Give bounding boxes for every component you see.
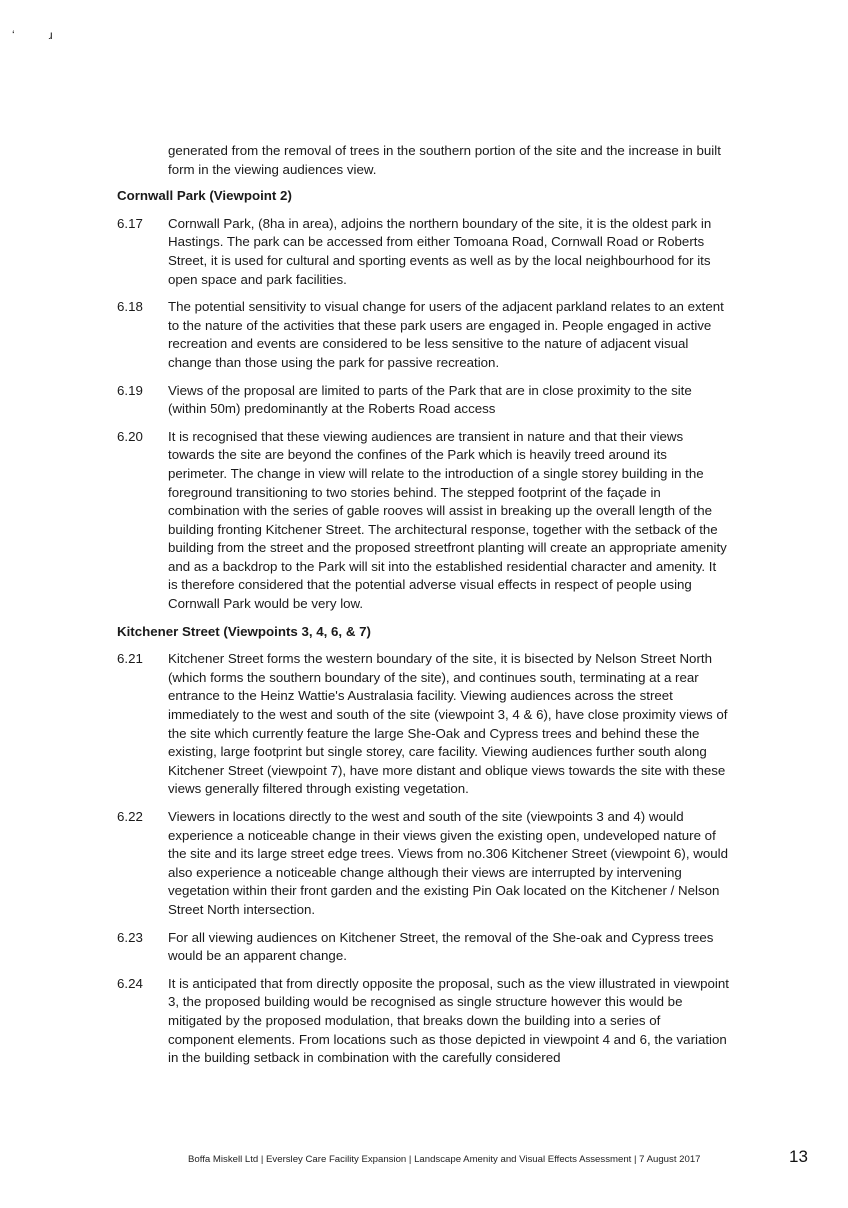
- paragraph-text: Views of the proposal are limited to parts of the Park that are in close proximity to the site (within 50m) predominantly at the Roberts Road access: [168, 382, 692, 417]
- paragraph-6-19: [117, 382, 729, 419]
- scan-mark-left: ‘: [12, 28, 15, 42]
- paragraph-text: The potential sensitivity to visual change for users of the adjacent parkland relates to an extent to the nature of the activities that these park users are engaged in. People engaged in active recreation and events are considered to be less sensitive to the nature of adjacent visual change than those using the park for passive recreation.: [168, 299, 724, 370]
- paragraph-number: 6.17: [117, 215, 143, 231]
- paragraph-number: 6.24: [117, 975, 143, 991]
- paragraph-6-23: [117, 929, 729, 966]
- paragraph-text: For all viewing audiences on Kitchener Street, the removal of the She-oak and Cypress trees would be an apparent change.: [168, 929, 714, 964]
- scan-mark-right: ɹ: [48, 28, 53, 42]
- paragraph-number: 6.18: [117, 299, 143, 315]
- paragraph-number: 6.23: [117, 929, 143, 945]
- paragraph-text: It is anticipated that from directly opposite the proposal, such as the view illustrated in viewpoint 3, the proposed building would be recognised as single structure however this would be mitigated by the proposed modulation, that breaks down the building into a series of component elements. From locations such as those depicted in viewpoint 4 and 6, the variation in the building setback in combination with the carefully considered: [168, 975, 729, 1066]
- paragraph-number: 6.21: [117, 651, 143, 667]
- continuation-paragraph: generated from the removal of trees in the southern portion of the site and the increase in built form in the viewing audiences view.: [168, 143, 721, 177]
- paragraph-6-17: [117, 215, 729, 289]
- paragraph-text: Cornwall Park, (8ha in area), adjoins the northern boundary of the site, it is the oldest park in Hastings. The park can be accessed from either Tomoana Road, Cornwall Road or Roberts Street, it is used for cultural and sporting events as well as by the local neighbourhood for its open space and park facilities.: [168, 215, 712, 287]
- paragraph-number: 6.22: [117, 809, 143, 824]
- section-heading-kitchener-street: Kitchener Street (Viewpoints 3, 4, 6, & 7): [117, 623, 371, 639]
- page-footer: Boffa Miskell Ltd | Eversley Care Facility Expansion | Landscape Amenity and Visual Effects Assessment | 7 August 2017: [188, 1154, 701, 1165]
- document-body: [117, 142, 729, 1077]
- paragraph-number: 6.19: [117, 382, 143, 398]
- scan-marks: [12, 28, 87, 42]
- paragraph-6-21: [117, 650, 729, 799]
- paragraph-number: 6.20: [117, 428, 143, 444]
- paragraph-text: Kitchener Street forms the western boundary of the site, it is bisected by Nelson Street North (which forms the southern boundary of the site), and continues south, terminating at a rear entrance to the Heinz Wattie's Australasia facility. Viewing audiences across the street immediately to the west and south of the site (viewpoint 3, 4 & 6), have close proximity views of the site which currently feature the large She-Oak and Cypress trees and behind these the existing, large footprint but single storey, care facility. Viewing audiences further south along Kitchener Street (viewpoint 7), have more distant and oblique views towards the site with these views generally filtered through existing vegetation.: [168, 651, 728, 797]
- paragraph-6-18: [117, 298, 729, 372]
- paragraph-text: Viewers in locations directly to the west and south of the site (viewpoints 3 and 4) would experience a noticeable change in their views given the existing open, undeveloped nature of the site and its large street edge trees. Views from no.306 Kitchener Street (viewpoint 6), would also experience a noticeable change although their views are interrupted by intervening vegetation within their front garden and the existing Pin Oak located on the Kitchener / Nelson Street North intersection.: [168, 809, 728, 917]
- section-heading-cornwall-park: Cornwall Park (Viewpoint 2): [117, 188, 292, 204]
- paragraph-6-24: [117, 975, 729, 1068]
- paragraph-text: It is recognised that these viewing audiences are transient in nature and that their views towards the site are beyond the confines of the Park which is heavily treed around its perimeter. The change in view will relate to the introduction of a single storey building in the foreground transitioning to two stories behind. The stepped footprint of the façade in combination with the series of gable rooves will assist in breaking up the overall length of the building fronting Kitchener Street. The architectural response, together with the setback of the building from the street and the proposed streetfront planting will create an appropriate amenity and as a backdrop to the Park will sit into the established residential character and amenity. It is therefore considered that the potential adverse visual effects in respect of people using Cornwall Park would be very low.: [168, 428, 727, 612]
- paragraph-6-20: [117, 428, 729, 614]
- paragraph-6-22: [117, 808, 729, 920]
- page-number: 13: [789, 1147, 808, 1166]
